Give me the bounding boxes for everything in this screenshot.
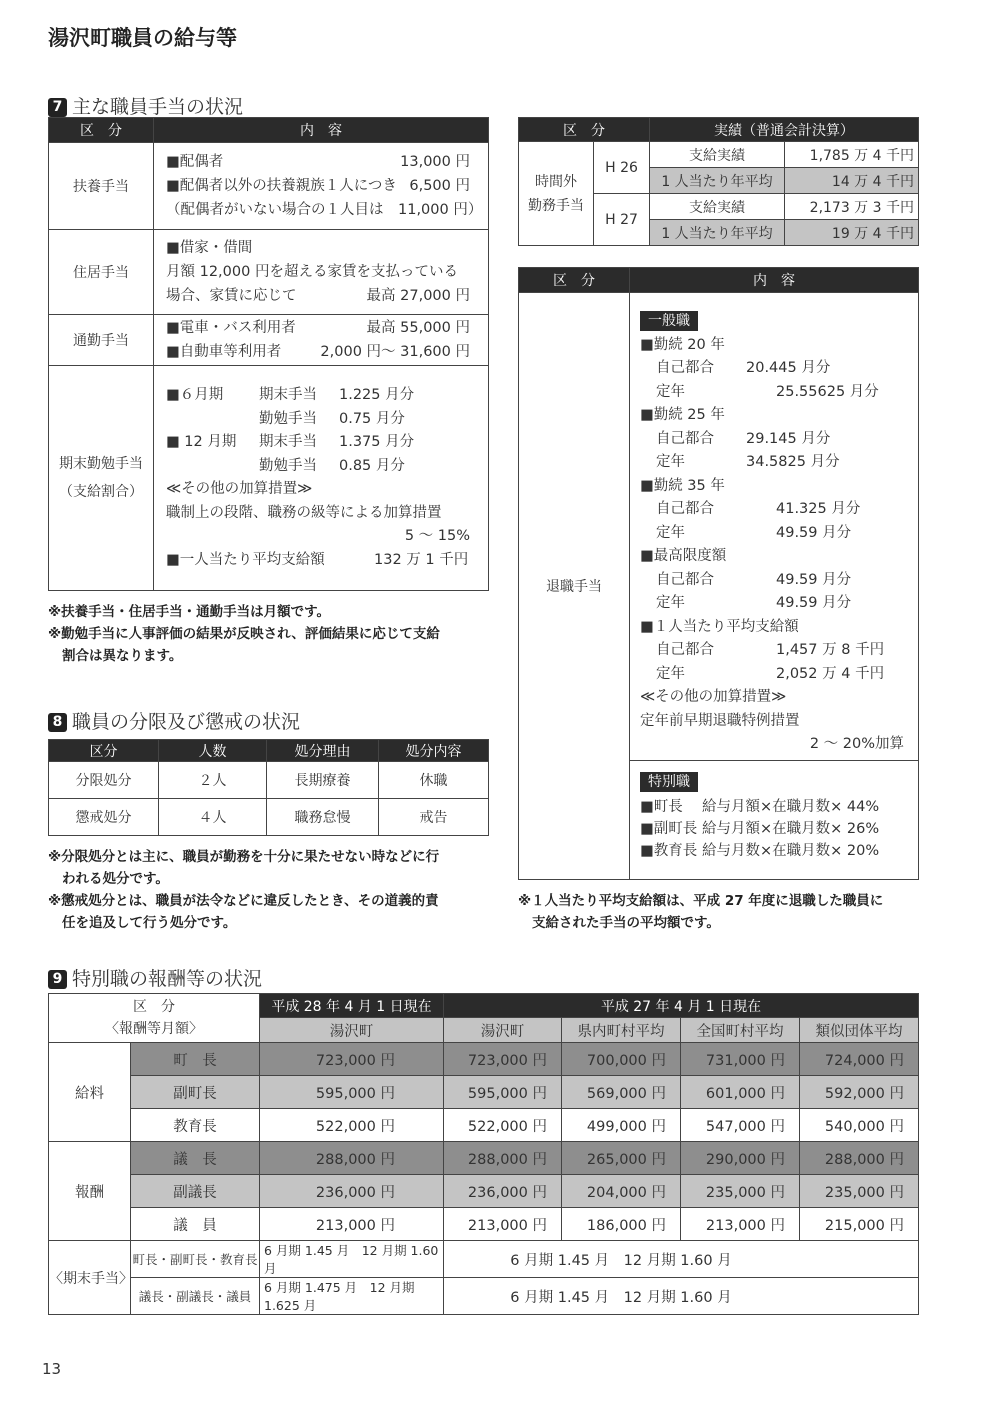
amount-cell: 723,000 円 (260, 1043, 444, 1076)
header-naiyo: 処分内容 (379, 740, 489, 762)
header-date-h27: 平成 27 年 4 月 1 日現在 (444, 994, 919, 1018)
amount-cell: 265,000 円 (562, 1142, 681, 1175)
amount-cell: 540,000 円 (800, 1109, 919, 1142)
badge-ippanshoku: 一般職 (640, 311, 698, 331)
amount-cell: 213,000 円 (444, 1208, 562, 1241)
allowance-table (48, 117, 489, 591)
row-label: 副議長 (131, 1175, 260, 1208)
row-label-fuyo: 扶養手当 (49, 143, 154, 230)
amount-cell: 236,000 円 (444, 1175, 562, 1208)
amount-cell: 700,000 円 (562, 1043, 681, 1076)
header-kubun: 区分 (49, 740, 159, 762)
year-h27: H 27 (594, 194, 650, 246)
amount-cell: 595,000 円 (444, 1076, 562, 1109)
h27-avg: 19 万 4 千円 (785, 220, 919, 246)
tokubetsu-line: ■副町長 給与月額×在職月数× 26% (640, 821, 880, 837)
retirement-label: 退職手当 (519, 293, 630, 880)
retirement-line: 定年 2,052 万 4 千円 (656, 665, 885, 682)
table-row (49, 1142, 919, 1175)
row-label: 議 員 (131, 1208, 260, 1241)
row-content-fuyo: ■配偶者 13,000 円 ■配偶者以外の扶養親族１人につき 6,500 円 （配偶者がいない場合の１人目は 11,000 円） (154, 143, 489, 230)
amount-cell: 724,000 円 (800, 1043, 919, 1076)
table-row (49, 1076, 919, 1109)
year-h26: H 26 (594, 142, 650, 194)
discipline-table (48, 739, 489, 836)
column-headers: 湯沢町 湯沢町 県内町村平均 全国町村平均 類似団体平均 (49, 1018, 919, 1043)
table-row (49, 1175, 919, 1208)
amount-cell: 288,000 円 (260, 1142, 444, 1175)
retirement-content: 一般職 ■勤続 20 年 自己都合 20.445 月分 定年 25.55625 月分 ■勤続 25 年 自己都合 29.145 月分 定年 34.5825 月分 ■勤続 35 年 自己都合 41.325 月分 定年 49.59 月分 ■最高限度額 自己都合 49.59 月分 定年 49.59 月分 ■１人当たり平均支給額 自己都合 1,457 万 8 千円 定年 2,052 万 4 千円 ≪その他の加算措置≫ 定年前早期退職特例措置 2 ～ 20%加算 特別職 ■町長 給与月額×在職月数× 44% ■副町長 給与月額×在職月数× 26% ■教育長 給与月数×在職月数× 20% (630, 293, 919, 880)
header-naiyo: 内 容 (154, 118, 489, 143)
amount-cell: 522,000 円 (444, 1109, 562, 1142)
amount-cell: 204,000 円 (562, 1175, 681, 1208)
retirement-line: 定年 49.59 月分 (656, 524, 852, 541)
amount-cell: 569,000 円 (562, 1076, 681, 1109)
row-content-jukyo: ■借家・借間 月額 12,000 円を超える家賃を支払っている 場合、家賃に応じて 最高 27,000 円 (154, 230, 489, 315)
retirement-line: ■勤続 25 年 (640, 407, 725, 423)
header-naiyo: 内 容 (630, 268, 919, 293)
badge-tokubetsushoku: 特別職 (640, 772, 698, 792)
amount-cell: 215,000 円 (800, 1208, 919, 1241)
page-title: 湯沢町職員の給与等 (48, 26, 237, 50)
h26-avg: 14 万 4 千円 (785, 168, 919, 194)
table-row (49, 1109, 919, 1142)
row-content-kimatsu: ■６月期 期末手当 1.225 月分 勤勉手当 0.75 月分 ■ 12 月期 期末手当 1.375 月分 勤勉手当 0.85 月分 ≪その他の加算措置≫ 職制上の段階、職務の級等による加算措置 5 ～ 15% ■一人当たり平均支給額 132 万 1 千円 (154, 366, 489, 591)
section-7-title: 7 主な職員手当の状況 (48, 92, 243, 119)
amount-cell: 288,000 円 (444, 1142, 562, 1175)
retirement-line: 自己都合 29.145 月分 (656, 430, 831, 447)
row-label: 副町長 (131, 1076, 260, 1109)
h26-total: 1,785 万 4 千円 (785, 142, 919, 168)
group-hoshu: 報酬 (49, 1142, 131, 1241)
amount-cell: 547,000 円 (681, 1109, 800, 1142)
header-ninzu: 人数 (159, 740, 267, 762)
row-label: 町 長 (131, 1043, 260, 1076)
tokubetsu-line: ■教育長 給与月数×在職月数× 20% (640, 843, 880, 859)
header-riyu: 処分理由 (267, 740, 379, 762)
group-kyuryo: 給料 (49, 1043, 131, 1142)
header-kubun: 区 分 (519, 268, 630, 293)
amount-cell: 288,000 円 (800, 1142, 919, 1175)
row-label-tsukin: 通勤手当 (49, 315, 154, 366)
row-label: 教育長 (131, 1109, 260, 1142)
tokubetsu-line: ■町長 給与月額×在職月数× 44% (640, 799, 880, 815)
amount-cell: 601,000 円 (681, 1076, 800, 1109)
section-number: 7 (48, 98, 67, 117)
page-number: 13 (42, 1360, 62, 1378)
row-content-tsukin: ■電車・バス利用者 最高 55,000 円 ■自動車等利用者 2,000 円～ 31,600 円 (154, 315, 489, 366)
retirement-line: ■勤続 20 年 (640, 336, 725, 353)
table-row (49, 1043, 919, 1076)
amount-cell: 592,000 円 (800, 1076, 919, 1109)
table-row (49, 1208, 919, 1241)
amount-cell: 595,000 円 (260, 1076, 444, 1109)
section-9-title: 9 特別職の報酬等の状況 (48, 964, 262, 991)
retirement-line: 自己都合 41.325 月分 (656, 501, 861, 517)
header-kubun: 区 分 (519, 118, 650, 142)
tokubetsu-lines (640, 796, 908, 862)
table-row: 懲戒処分 ４人 職務怠慢 戒告 (49, 799, 489, 836)
header-kubun: 区 分 〈報酬等月額〉 (49, 994, 260, 1043)
section-8-title: 8 職員の分限及び懲戒の状況 (48, 707, 300, 734)
overtime-table: 区 分 実績（普通会計決算） 時間外 勤務手当 H 26 支給実績 1,785 万 4 千円 1 人当たり年平均 14 万 4 千円 H 27 支給実績 2,173 万 3 千円 1 人当たり年平均 19 万 4 千円 (518, 117, 919, 246)
retirement-line: ■勤続 35 年 (640, 477, 725, 494)
section-number: 9 (48, 970, 67, 989)
overtime-label: 時間外 勤務手当 (519, 142, 594, 246)
row-label-kimatsu: 期末勤勉手当 （支給割合） (49, 366, 154, 591)
header-kubun: 区 分 (49, 118, 154, 143)
amount-cell: 522,000 円 (260, 1109, 444, 1142)
retirement-line: 定年 25.55625 月分 (656, 383, 879, 400)
amount-cell: 290,000 円 (681, 1142, 800, 1175)
amount-cell: 723,000 円 (444, 1043, 562, 1076)
amount-cell: 213,000 円 (260, 1208, 444, 1241)
retirement-line: 自己都合 49.59 月分 (656, 571, 852, 588)
retirement-line: ■最高限度額 (640, 548, 727, 564)
retirement-table (518, 267, 919, 880)
retirement-line: ■１人当たり平均支給額 (640, 618, 799, 635)
compensation-table: 区 分 〈報酬等月額〉 平成 28 年 4 月 1 日現在 平成 27 年 4 月 1 日現在 湯沢町 湯沢町 県内町村平均 全国町村平均 類似団体平均 給料 町 長 723,000 円 723,000 円 700,000 円 731,000 円 724,000 円 副町長 595,000 円 595,000 円 569,000 円 601,000 円 592,000 円 教育長 522,000 円 522,000 円 499,000 円 547,000 円 540,000 円 報酬 議 長 288,000 円 288,000 円 265,000 円 290,000 円 288,000 円 副議長 236,000 円 236,000 円 204,000 円 235,000 円 235,000 円 議 員 213,000 円 213,000 円 186,000 円 213,000 円 215,000 円 〈期末手当〉 町長・副町長・教育長 6 月期 1.45 月 12 月期 1.60 月 6 月期 1.45 月 12 月期 1.60 月 議長・副議長・議員 6 月期 1.475 月 12 月期 1.625 月 6 月期 1.45 月 12 月期 1.60 月 (48, 993, 919, 1315)
amount-cell: 236,000 円 (260, 1175, 444, 1208)
retirement-note: ※１人当たり平均支給額は、平成 27 年度に退職した職員に 支給された手当の平均額です。 (518, 893, 884, 931)
amount-cell: 235,000 円 (800, 1175, 919, 1208)
row-label-jukyo: 住居手当 (49, 230, 154, 315)
retirement-lines (640, 334, 908, 687)
header-jisseki: 実績（普通会計決算） (650, 118, 919, 142)
amount-cell: 213,000 円 (681, 1208, 800, 1241)
row-label: 議 長 (131, 1142, 260, 1175)
amount-cell: 499,000 円 (562, 1109, 681, 1142)
amount-cell: 235,000 円 (681, 1175, 800, 1208)
header-date-h28: 平成 28 年 4 月 1 日現在 (260, 994, 444, 1018)
retirement-line: 自己都合 1,457 万 8 千円 (656, 642, 885, 658)
amount-cell: 186,000 円 (562, 1208, 681, 1241)
sec8-notes: ※分限処分とは主に、職員が勤務を十分に果たせない時などに行 われる処分です。 ※懲戒処分とは、職員が法令などに違反したとき、その道義的責 任を追及して行う処分です。 (48, 849, 440, 931)
retirement-line: 定年 49.59 月分 (656, 595, 852, 611)
retirement-line: 自己都合 20.445 月分 (656, 360, 831, 376)
sec7-notes: ※扶養手当・住居手当・通勤手当は月額です。 ※勤勉手当に人事評価の結果が反映され、評価結果に応じて支給 割合は異なります。 (48, 604, 440, 664)
kimatsu-label: 〈期末手当〉 (49, 1241, 131, 1315)
section-number: 8 (48, 713, 67, 732)
amount-cell: 731,000 円 (681, 1043, 800, 1076)
table-row: 分限処分 ２人 長期療養 休職 (49, 762, 489, 799)
h27-total: 2,173 万 3 千円 (785, 194, 919, 220)
retirement-line: 定年 34.5825 月分 (656, 454, 840, 470)
